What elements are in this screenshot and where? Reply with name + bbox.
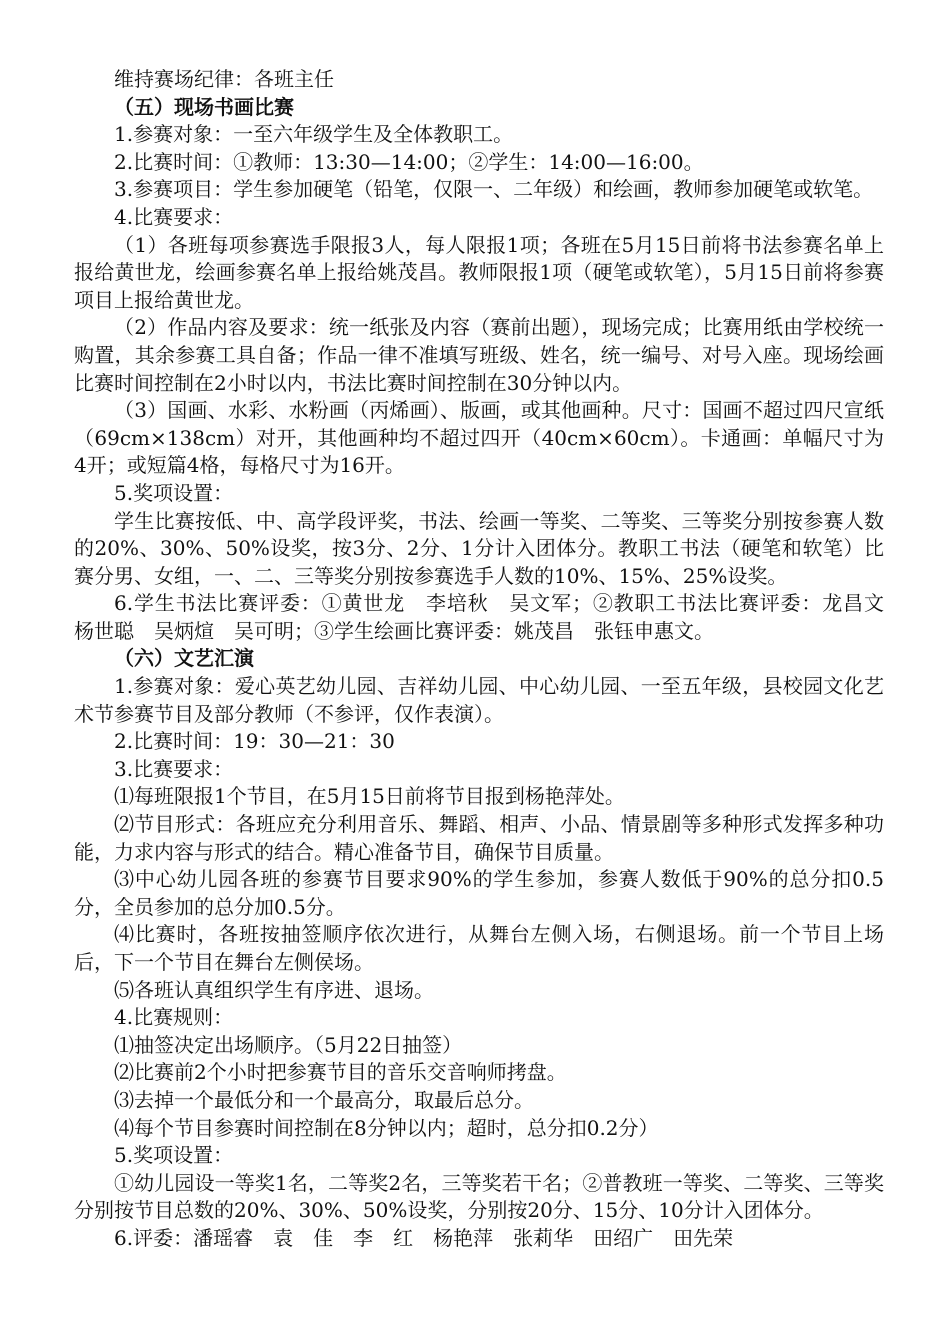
section5-item-4-1: （1）各班每项参赛选手限报3人，每人限报1项；各班在5月15日前将书法参赛名单上报给黄世龙，绘画参赛名单上报给姚茂昌。教师限报1项（硬笔或软笔），5月15日前将参赛项目上报给黄世龙。 [74, 232, 884, 312]
document-page [74, 66, 904, 1253]
section6-item-5-1: ①幼儿园设一等奖1名，二等奖2名，三等奖若干名；②普教班一等奖、二等奖、三等奖分别按节目总数的20%、30%、50%设奖，分别按20分、15分、10分计入团体分。 [74, 1170, 884, 1223]
section5-heading: （五）现场书画比赛 [114, 94, 294, 119]
section6-item-5: 5.奖项设置： [114, 1143, 234, 1168]
section6-heading: （六）文艺汇演 [114, 646, 254, 671]
section6-item-3-5: ⑸各班认真组织学生有序进、退场。 [114, 977, 434, 1002]
section6-item-3-2: ⑵节目形式：各班应充分利用音乐、舞蹈、相声、小品、情景剧等多种形式发挥多种功能，力求内容与形式的结合。精心准备节目，确保节目质量。 [74, 812, 884, 864]
section5-item-2: 2.比赛时间：①教师：13:30—14:00；②学生：14:00—16:00。 [114, 149, 704, 174]
section5-item-4: 4.比赛要求： [114, 204, 234, 229]
section6-item-3-1: ⑴每班限报1个节目，在5月15日前将节目报到杨艳萍处。 [114, 784, 625, 809]
section6-item-4-1: ⑴抽签决定出场顺序。（5月22日抽签） [114, 1032, 463, 1057]
section6-item-4-4: ⑷每个节目参赛时间控制在8分钟以内；超时，总分扣0.2分） [114, 1115, 659, 1140]
section5-item-6: 6.学生书法比赛评委：①黄世龙 李培秋 吴文军；②教职工书法比赛评委：龙昌文 杨世聪 吴炳煊 吴可明；③学生绘画比赛评委：姚茂昌 张钰申惠文。 [74, 591, 904, 643]
section6-item-3: 3.比赛要求： [114, 756, 234, 781]
section5-item-1: 1.参赛对象：一至六年级学生及全体教职工。 [114, 122, 514, 147]
section5-item-5-1: 学生比赛按低、中、高学段评奖，书法、绘画一等奖、二等奖、三等奖分别按参赛人数的20%、30%、50%设奖，按3分、2分、1分计入团体分。教职工书法（硬笔和软笔）比赛分男、女组，一、二、三等奖分别按参赛选手人数的10%、15%、25%设奖。 [74, 508, 884, 588]
section6-item-1: 1.参赛对象：爱心英艺幼儿园、吉祥幼儿园、中心幼儿园、一至五年级，县校园文化艺术节参赛节目及部分教师（不参评，仅作表演）。 [74, 674, 884, 726]
section6-item-2: 2.比赛时间：19：30—21：30 [114, 729, 395, 754]
section5-item-5: 5.奖项设置： [114, 480, 234, 505]
section6-item-3-4: ⑷比赛时，各班按抽签顺序依次进行，从舞台左侧入场，右侧退场。前一个节目上场后，下一个节目在舞台左侧侯场。 [74, 922, 884, 974]
section6-item-4-2: ⑵比赛前2个小时把参赛节目的音乐交音响师拷盘。 [114, 1060, 567, 1085]
section6-item-4: 4.比赛规则： [114, 1005, 234, 1030]
section5-item-4-3: （3）国画、水彩、水粉画（丙烯画）、版画，或其他画种。尺寸：国画不超过四尺宣纸（69cm×138cm）对开，其他画种均不超过四开（40cm×60cm）。卡通画：单幅尺寸为4开；或短篇4格，每格尺寸为16开。 [74, 398, 884, 478]
intro-line: 维持赛场纪律：各班主任 [114, 67, 334, 91]
section5-item-3: 3.参赛项目：学生参加硬笔（铅笔，仅限一、二年级）和绘画，教师参加硬笔或软笔。 [114, 177, 874, 202]
section6-item-6: 6.评委：潘瑶睿 袁 佳 李 红 杨艳萍 张莉华 田绍广 田先荣 [114, 1225, 734, 1250]
section5-item-4-2: （2）作品内容及要求：统一纸张及内容（赛前出题），现场完成；比赛用纸由学校统一购置，其余参赛工具自备；作品一律不准填写班级、姓名，统一编号、对号入座。现场绘画比赛时间控制在2小时以内，书法比赛时间控制在30分钟以内。 [74, 315, 884, 395]
section6-item-3-3: ⑶中心幼儿园各班的参赛节目要求90%的学生参加，参赛人数低于90%的总分扣0.5分，全员参加的总分加0.5分。 [74, 867, 884, 919]
section6-item-4-3: ⑶去掉一个最低分和一个最高分，取最后总分。 [114, 1087, 534, 1112]
